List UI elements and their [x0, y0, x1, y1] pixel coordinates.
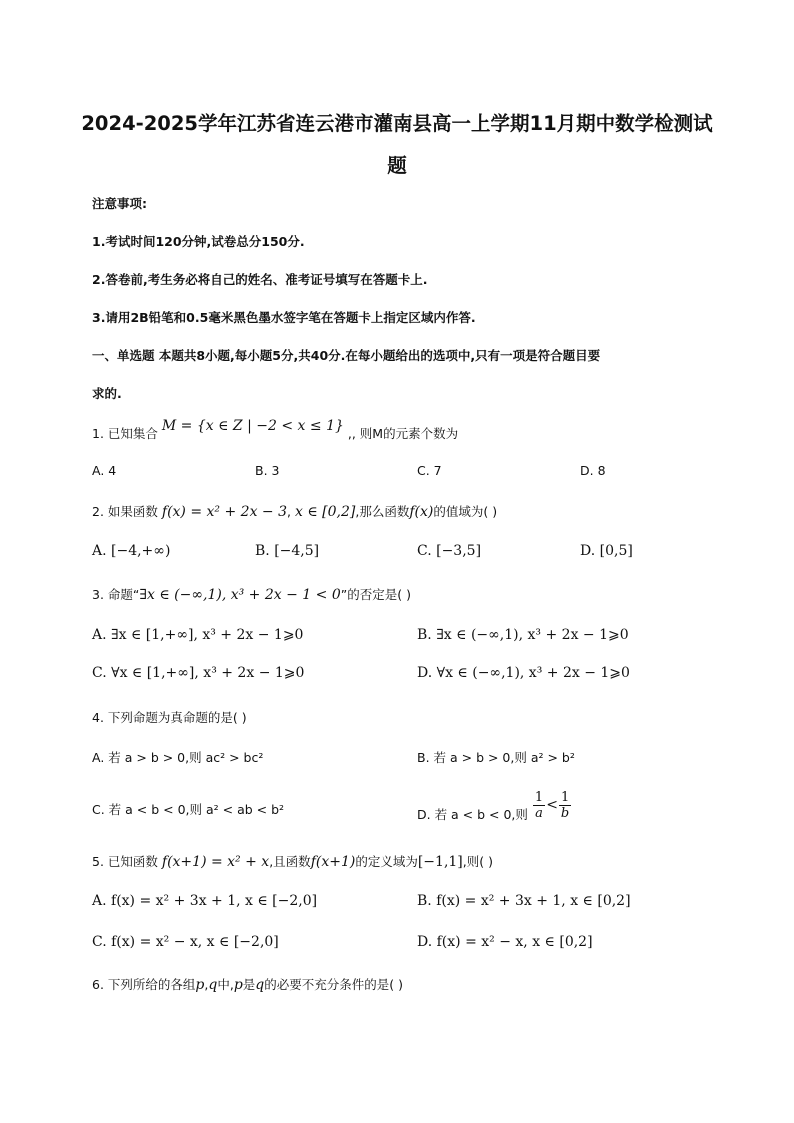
question-4-option-d-text: D. 若 a < b < 0,则: [417, 807, 528, 822]
section-heading-line-2: 求的.: [92, 386, 122, 401]
question-1-stem: [92, 418, 459, 442]
question-2-domain: x ∈ [0,2]: [294, 504, 356, 520]
question-5-option-c: [92, 934, 279, 950]
fraction-denominator: a: [535, 806, 543, 821]
question-5-domain: [−1,1]: [417, 854, 463, 870]
fraction-one-over-b: [559, 790, 571, 821]
question-5-suffix: ,则( ): [462, 854, 493, 869]
section-heading-line-1: 一、单选题 本题共8小题,每小题5分,共40分.在每小题给出的选项中,只有一项是符合题目要: [92, 348, 601, 363]
question-5-stem: [92, 852, 493, 870]
fraction-numerator: 1: [559, 790, 571, 806]
question-3-option-d: [417, 665, 630, 681]
question-2-option-b-text: B. [−4,5]: [255, 543, 320, 559]
page-title-line-1: 2024-2025学年江苏省连云港市灌南县高一上学期11月期中数学检测试: [81, 112, 713, 135]
question-5-option-a: [92, 893, 317, 909]
question-4-option-a: A. 若 a > b > 0,则 ac² > bc²: [92, 750, 264, 765]
question-3-option-a: [92, 627, 303, 643]
question-4-option-b: B. 若 a > b > 0,则 a² > b²: [417, 750, 575, 765]
question-3-option-c: [92, 665, 304, 681]
question-5-option-d-text: D. f(x) = x² − x, x ∈ [0,2]: [417, 934, 593, 950]
question-5-mid-text-2: 的定义域为: [355, 854, 418, 869]
question-3-suffix: ”的否定是( ): [340, 587, 411, 602]
question-6-var-p-2: p: [233, 977, 243, 993]
question-2-option-b: [255, 543, 319, 559]
question-2-function: f(x) = x² + 2x − 3: [161, 504, 288, 520]
question-6-suffix: 的必要不充分条件的是( ): [264, 977, 403, 992]
question-2-function-name: f(x): [409, 504, 434, 520]
fraction-denominator: b: [560, 806, 570, 821]
question-5-function-name: f(x+1): [310, 854, 356, 870]
question-6-var-p: p: [195, 977, 205, 993]
question-1-prefix: 1. 已知集合: [92, 426, 158, 441]
notes-heading: 注意事项:: [92, 196, 147, 211]
question-5-option-a-text: A. f(x) = x² + 3x + 1, x ∈ [−2,0]: [92, 893, 318, 909]
question-5-option-d: [417, 934, 593, 950]
question-4-option-c: C. 若 a < b < 0,则 a² < ab < b²: [92, 802, 285, 817]
question-2-option-a: [92, 543, 170, 559]
question-5-option-c-text: C. f(x) = x² − x, x ∈ [−2,0]: [92, 934, 279, 950]
question-1-suffix: ,, 则M的元素个数为: [347, 426, 459, 441]
question-1-option-c: C. 7: [417, 463, 442, 478]
question-5-function: f(x+1) = x² + x: [161, 854, 270, 870]
question-4-option-d: [417, 790, 572, 821]
question-2-option-c-text: C. [−3,5]: [417, 543, 482, 559]
question-2-option-d: [580, 543, 633, 559]
question-6-comma: ,: [204, 977, 209, 992]
question-2-prefix: 2. 如果函数: [92, 504, 158, 519]
question-6-mid-text-2: 是: [242, 977, 256, 992]
question-2-mid-text: ,那么函数: [355, 504, 410, 519]
question-1-option-a: A. 4: [92, 463, 117, 478]
question-3-option-b: [417, 627, 629, 643]
fraction-numerator: 1: [534, 790, 544, 805]
question-1-option-b: B. 3: [255, 463, 280, 478]
question-6-var-q: q: [208, 977, 218, 993]
question-3-prefix: 3. 命题“: [92, 587, 140, 602]
fraction-one-over-a: [533, 790, 545, 821]
page-title-line-2: 题: [387, 154, 407, 177]
question-2-stem: [92, 502, 497, 520]
question-3-option-b-text: B. ∃x ∈ (−∞,1), x³ + 2x − 1⩾0: [417, 627, 629, 643]
question-1-set-expression: M = {x ∈ Z | −2 < x ≤ 1}: [161, 418, 344, 434]
question-5-prefix: 5. 已知函数: [92, 854, 158, 869]
question-2-comma: ,: [287, 504, 291, 519]
question-5-option-b: [417, 893, 631, 909]
question-5-option-b-text: B. f(x) = x² + 3x + 1, x ∈ [0,2]: [417, 893, 631, 909]
note-item-2: 2.答卷前,考生务必将自己的姓名、准考证号填写在答题卡上.: [92, 272, 428, 287]
question-2-option-a-text: A. [−4,+∞): [92, 543, 171, 559]
note-item-3: 3.请用2B铅笔和0.5毫米黑色墨水签字笔在答题卡上指定区域内作答.: [92, 310, 476, 325]
fraction-relation: <: [546, 797, 558, 813]
question-2-option-d-text: D. [0,5]: [580, 543, 633, 559]
question-3-option-d-text: D. ∀x ∈ (−∞,1), x³ + 2x − 1⩾0: [417, 665, 630, 681]
question-1-option-d: D. 8: [580, 463, 606, 478]
note-item-1: 1.考试时间120分钟,试卷总分150分.: [92, 234, 305, 249]
question-3-option-a-text: A. ∃x ∈ [1,+∞], x³ + 2x − 1⩾0: [92, 627, 304, 643]
question-2-suffix: 的值域为( ): [433, 504, 498, 519]
question-6-var-q-2: q: [255, 977, 265, 993]
question-6-prefix: 6. 下列所给的各组: [92, 977, 196, 992]
question-3-option-c-text: C. ∀x ∈ [1,+∞], x³ + 2x − 1⩾0: [92, 665, 305, 681]
question-2-option-c: [417, 543, 481, 559]
question-6-stem: [92, 975, 403, 993]
question-3-proposition: ∃x ∈ (−∞,1), x³ + 2x − 1 < 0: [139, 587, 341, 603]
question-6-mid-text: 中,: [217, 977, 234, 992]
question-3-stem: [92, 585, 411, 603]
question-5-mid-text: ,且函数: [269, 854, 311, 869]
question-4-stem: 4. 下列命题为真命题的是( ): [92, 710, 247, 725]
